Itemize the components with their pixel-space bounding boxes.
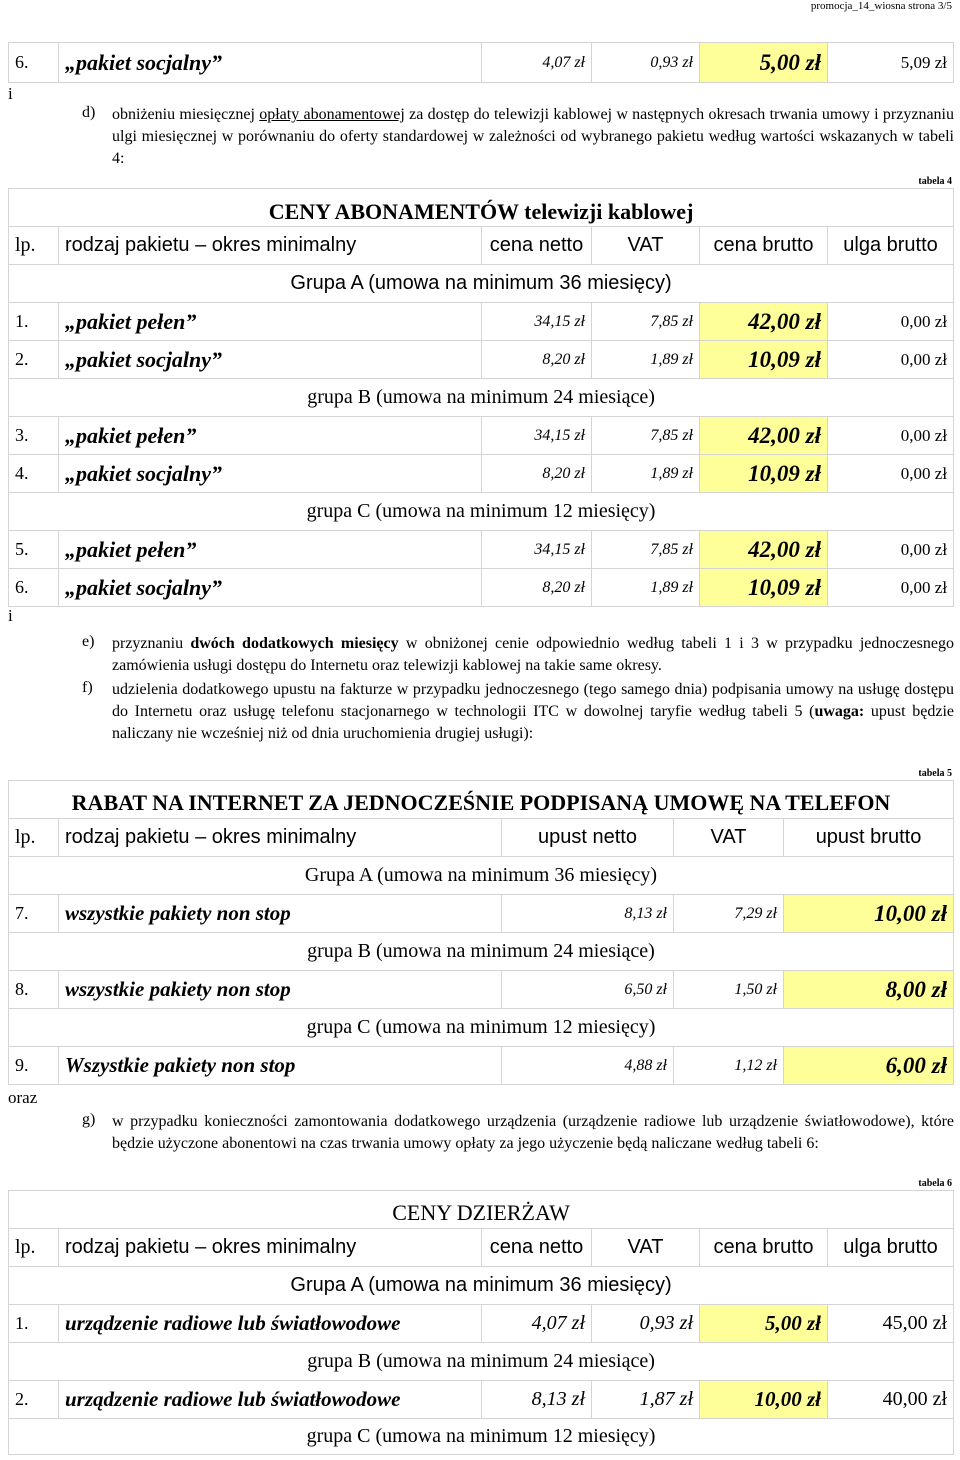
row-extra: 0,00 zł bbox=[828, 417, 954, 455]
row-netto: 8,13 zł bbox=[482, 1381, 592, 1419]
connector-i: i bbox=[8, 606, 13, 625]
row-lp: 9. bbox=[9, 1047, 59, 1085]
table4-tag: tabela 4 bbox=[918, 176, 952, 187]
item-g-text: w przypadku konieczności zamontowania dodatkowego urządzenia (urządzenie radiowe lub urządzenie światłowodowe), które będzie użyczone abonentowi na czas trwania umowy opłaty za jego użyczenie będą naliczane według tabeli 6: bbox=[112, 1113, 954, 1152]
item-g-marker: g) bbox=[82, 1111, 96, 1128]
table6-title: CENY DZIERŻAW bbox=[9, 1191, 954, 1229]
table6-header-netto: cena netto bbox=[482, 1229, 592, 1267]
row-name: „pakiet socjalny” bbox=[59, 569, 482, 607]
row-brutto: 5,00 zł bbox=[700, 1305, 828, 1343]
item-e-bold: dwóch dodatkowych miesięcy bbox=[190, 635, 399, 652]
row-lp: 2. bbox=[9, 341, 59, 379]
row-name: „pakiet socjalny” bbox=[59, 455, 482, 493]
row-vat: 7,29 zł bbox=[674, 895, 784, 933]
table5-header-name: rodzaj pakietu – okres minimalny bbox=[59, 819, 502, 857]
table4-header-name: rodzaj pakietu – okres minimalny bbox=[59, 227, 482, 265]
row-vat: 0,93 zł bbox=[592, 1305, 700, 1343]
row-lp: 6. bbox=[9, 43, 59, 83]
row-name: urządzenie radiowe lub światłowodowe bbox=[59, 1381, 482, 1419]
row-lp: 4. bbox=[9, 455, 59, 493]
row-vat: 1,89 zł bbox=[592, 455, 700, 493]
row-brutto: 5,00 zł bbox=[700, 43, 828, 83]
table5-group-a: Grupa A (umowa na minimum 36 miesięcy) bbox=[9, 857, 954, 895]
item-e-marker: e) bbox=[82, 633, 95, 650]
row-extra: 0,00 zł bbox=[828, 303, 954, 341]
row-name: „pakiet pełen” bbox=[59, 417, 482, 455]
table6-group-b: grupa B (umowa na minimum 24 miesiące) bbox=[9, 1343, 954, 1381]
row-name: wszystkie pakiety non stop bbox=[59, 971, 502, 1009]
table6-header-vat: VAT bbox=[592, 1229, 700, 1267]
row-brutto: 42,00 zł bbox=[700, 531, 828, 569]
item-e-text-1: przyznaniu bbox=[112, 635, 191, 652]
row-brutto: 42,00 zł bbox=[700, 303, 828, 341]
row-lp: 2. bbox=[9, 1381, 59, 1419]
table4-header-vat: VAT bbox=[592, 227, 700, 265]
row-brutto: 10,00 zł bbox=[700, 1381, 828, 1419]
table6 bbox=[8, 1190, 954, 1455]
table5-tag: tabela 5 bbox=[918, 768, 952, 779]
table5-header-netto: upust netto bbox=[502, 819, 674, 857]
item-f-bold: uwaga: bbox=[814, 703, 865, 720]
row-brutto: 10,09 zł bbox=[700, 455, 828, 493]
row-netto: 8,13 zł bbox=[502, 895, 674, 933]
table-row bbox=[9, 1047, 954, 1085]
item-d-text-1: obniżeniu miesięcznej bbox=[112, 106, 260, 123]
table6-header-name: rodzaj pakietu – okres minimalny bbox=[59, 1229, 482, 1267]
table6-tag: tabela 6 bbox=[918, 1178, 952, 1189]
row-netto: 4,07 zł bbox=[482, 1305, 592, 1343]
row-netto: 4,07 zł bbox=[482, 43, 592, 83]
row-brutto: 42,00 zł bbox=[700, 417, 828, 455]
table4-header-brutto: cena brutto bbox=[700, 227, 828, 265]
item-e-text-2: w obniżonej cenie odpowiednio według tabeli 1 i 3 w przypadku jednoczesnego zamówienia usługi dostępu do Internetu oraz telewizji kablowej na takie same okresy. bbox=[112, 635, 955, 674]
row-netto: 8,20 zł bbox=[482, 455, 592, 493]
row-netto: 4,88 zł bbox=[502, 1047, 674, 1085]
table-row bbox=[9, 455, 954, 493]
row-vat: 0,93 zł bbox=[592, 43, 700, 83]
connector-oraz: oraz bbox=[8, 1088, 38, 1107]
table4-group-a: Grupa A (umowa na minimum 36 miesięcy) bbox=[9, 265, 954, 303]
table6-group-c: grupa C (umowa na minimum 12 miesięcy) bbox=[9, 1419, 954, 1455]
table5-title: RABAT NA INTERNET ZA JEDNOCZEŚNIE PODPISANĄ UMOWĘ NA TELEFON bbox=[9, 781, 954, 819]
row-lp: 1. bbox=[9, 303, 59, 341]
item-f-text bbox=[112, 679, 954, 745]
row-extra: 5,09 zł bbox=[828, 43, 954, 83]
row-netto: 6,50 zł bbox=[502, 971, 674, 1009]
row-name: „pakiet socjalny” bbox=[59, 43, 482, 83]
row-brutto: 8,00 zł bbox=[784, 971, 954, 1009]
table4-header-lp: lp. bbox=[9, 227, 59, 265]
row-name: „pakiet pełen” bbox=[59, 303, 482, 341]
item-f-marker: f) bbox=[82, 679, 93, 696]
table6-group-a: Grupa A (umowa na minimum 36 miesięcy) bbox=[9, 1267, 954, 1305]
table-row bbox=[9, 43, 954, 83]
row-name: Wszystkie pakiety non stop bbox=[59, 1047, 502, 1085]
row-name: „pakiet socjalny” bbox=[59, 341, 482, 379]
row-lp: 1. bbox=[9, 1305, 59, 1343]
table-row bbox=[9, 1305, 954, 1343]
row-lp: 6. bbox=[9, 569, 59, 607]
table4-group-c: grupa C (umowa na minimum 12 miesięcy) bbox=[9, 493, 954, 531]
table5-header-vat: VAT bbox=[674, 819, 784, 857]
row-extra: 0,00 zł bbox=[828, 341, 954, 379]
table5-group-b: grupa B (umowa na minimum 24 miesiące) bbox=[9, 933, 954, 971]
table5-header-brutto: upust brutto bbox=[784, 819, 954, 857]
table6-header-lp: lp. bbox=[9, 1229, 59, 1267]
item-d-text-2: za dostęp do telewizji kablowej w następnych okresach trwania umowy i przyznaniu ulgi miesięcznej w porównaniu do oferty standardowej w zależności od wybranego pakietu według wartości wskazanych w tabeli 4: bbox=[112, 106, 955, 167]
page-header: promocja_14_wiosna strona 3/5 bbox=[810, 0, 952, 12]
table5 bbox=[8, 780, 954, 1085]
table-row bbox=[9, 303, 954, 341]
table4 bbox=[8, 188, 954, 607]
row-name: „pakiet pełen” bbox=[59, 531, 482, 569]
row-extra: 0,00 zł bbox=[828, 569, 954, 607]
table-row bbox=[9, 895, 954, 933]
row-extra: 0,00 zł bbox=[828, 455, 954, 493]
row-lp: 8. bbox=[9, 971, 59, 1009]
table4-title: CENY ABONAMENTÓW telewizji kablowej bbox=[9, 189, 954, 227]
table4-header-ulga: ulga brutto bbox=[828, 227, 954, 265]
row-netto: 34,15 zł bbox=[482, 303, 592, 341]
table-row bbox=[9, 531, 954, 569]
table-row bbox=[9, 1381, 954, 1419]
row-brutto: 6,00 zł bbox=[784, 1047, 954, 1085]
row-netto: 34,15 zł bbox=[482, 531, 592, 569]
row-brutto: 10,09 zł bbox=[700, 341, 828, 379]
item-e-text bbox=[112, 633, 954, 677]
table-row bbox=[9, 971, 954, 1009]
row-extra: 0,00 zł bbox=[828, 531, 954, 569]
table6-header-ulga: ulga brutto bbox=[828, 1229, 954, 1267]
table5-group-c: grupa C (umowa na minimum 12 miesięcy) bbox=[9, 1009, 954, 1047]
row-name: urządzenie radiowe lub światłowodowe bbox=[59, 1305, 482, 1343]
row-name: wszystkie pakiety non stop bbox=[59, 895, 502, 933]
row-vat: 7,85 zł bbox=[592, 417, 700, 455]
table4-header-netto: cena netto bbox=[482, 227, 592, 265]
row-netto: 34,15 zł bbox=[482, 417, 592, 455]
row-vat: 7,85 zł bbox=[592, 303, 700, 341]
table6-header-brutto: cena brutto bbox=[700, 1229, 828, 1267]
table4-group-b: grupa B (umowa na minimum 24 miesiące) bbox=[9, 379, 954, 417]
item-d-marker: d) bbox=[82, 104, 96, 121]
row-brutto: 10,09 zł bbox=[700, 569, 828, 607]
table-row bbox=[9, 569, 954, 607]
row-netto: 8,20 zł bbox=[482, 341, 592, 379]
row-vat: 1,89 zł bbox=[592, 569, 700, 607]
row-extra: 40,00 zł bbox=[828, 1381, 954, 1419]
row-vat: 1,50 zł bbox=[674, 971, 784, 1009]
row-lp: 5. bbox=[9, 531, 59, 569]
row-vat: 1,89 zł bbox=[592, 341, 700, 379]
item-d-text bbox=[112, 104, 954, 170]
item-f-text-2: upust będzie naliczany nie wcześniej niż od dnia uruchomienia drugiej usługi): bbox=[112, 703, 955, 742]
item-d-underlined: opłaty abonamentowej bbox=[259, 106, 405, 123]
top-row-table bbox=[8, 42, 954, 83]
row-netto: 8,20 zł bbox=[482, 569, 592, 607]
row-vat: 1,87 zł bbox=[592, 1381, 700, 1419]
table-row bbox=[9, 341, 954, 379]
item-f-text-1: udzielenia dodatkowego upustu na fakturze w przypadku jednoczesnego (tego samego dnia) podpisania umowy na usługę dostępu do Internetu oraz usługę telefonu stacjonarnego w technologii ITC w dowolnej taryfie według tabeli 5 ( bbox=[112, 681, 954, 720]
table5-header-lp: lp. bbox=[9, 819, 59, 857]
row-lp: 7. bbox=[9, 895, 59, 933]
row-lp: 3. bbox=[9, 417, 59, 455]
row-brutto: 10,00 zł bbox=[784, 895, 954, 933]
table-row bbox=[9, 417, 954, 455]
row-extra: 45,00 zł bbox=[828, 1305, 954, 1343]
row-vat: 7,85 zł bbox=[592, 531, 700, 569]
connector-i: i bbox=[8, 84, 13, 103]
row-vat: 1,12 zł bbox=[674, 1047, 784, 1085]
